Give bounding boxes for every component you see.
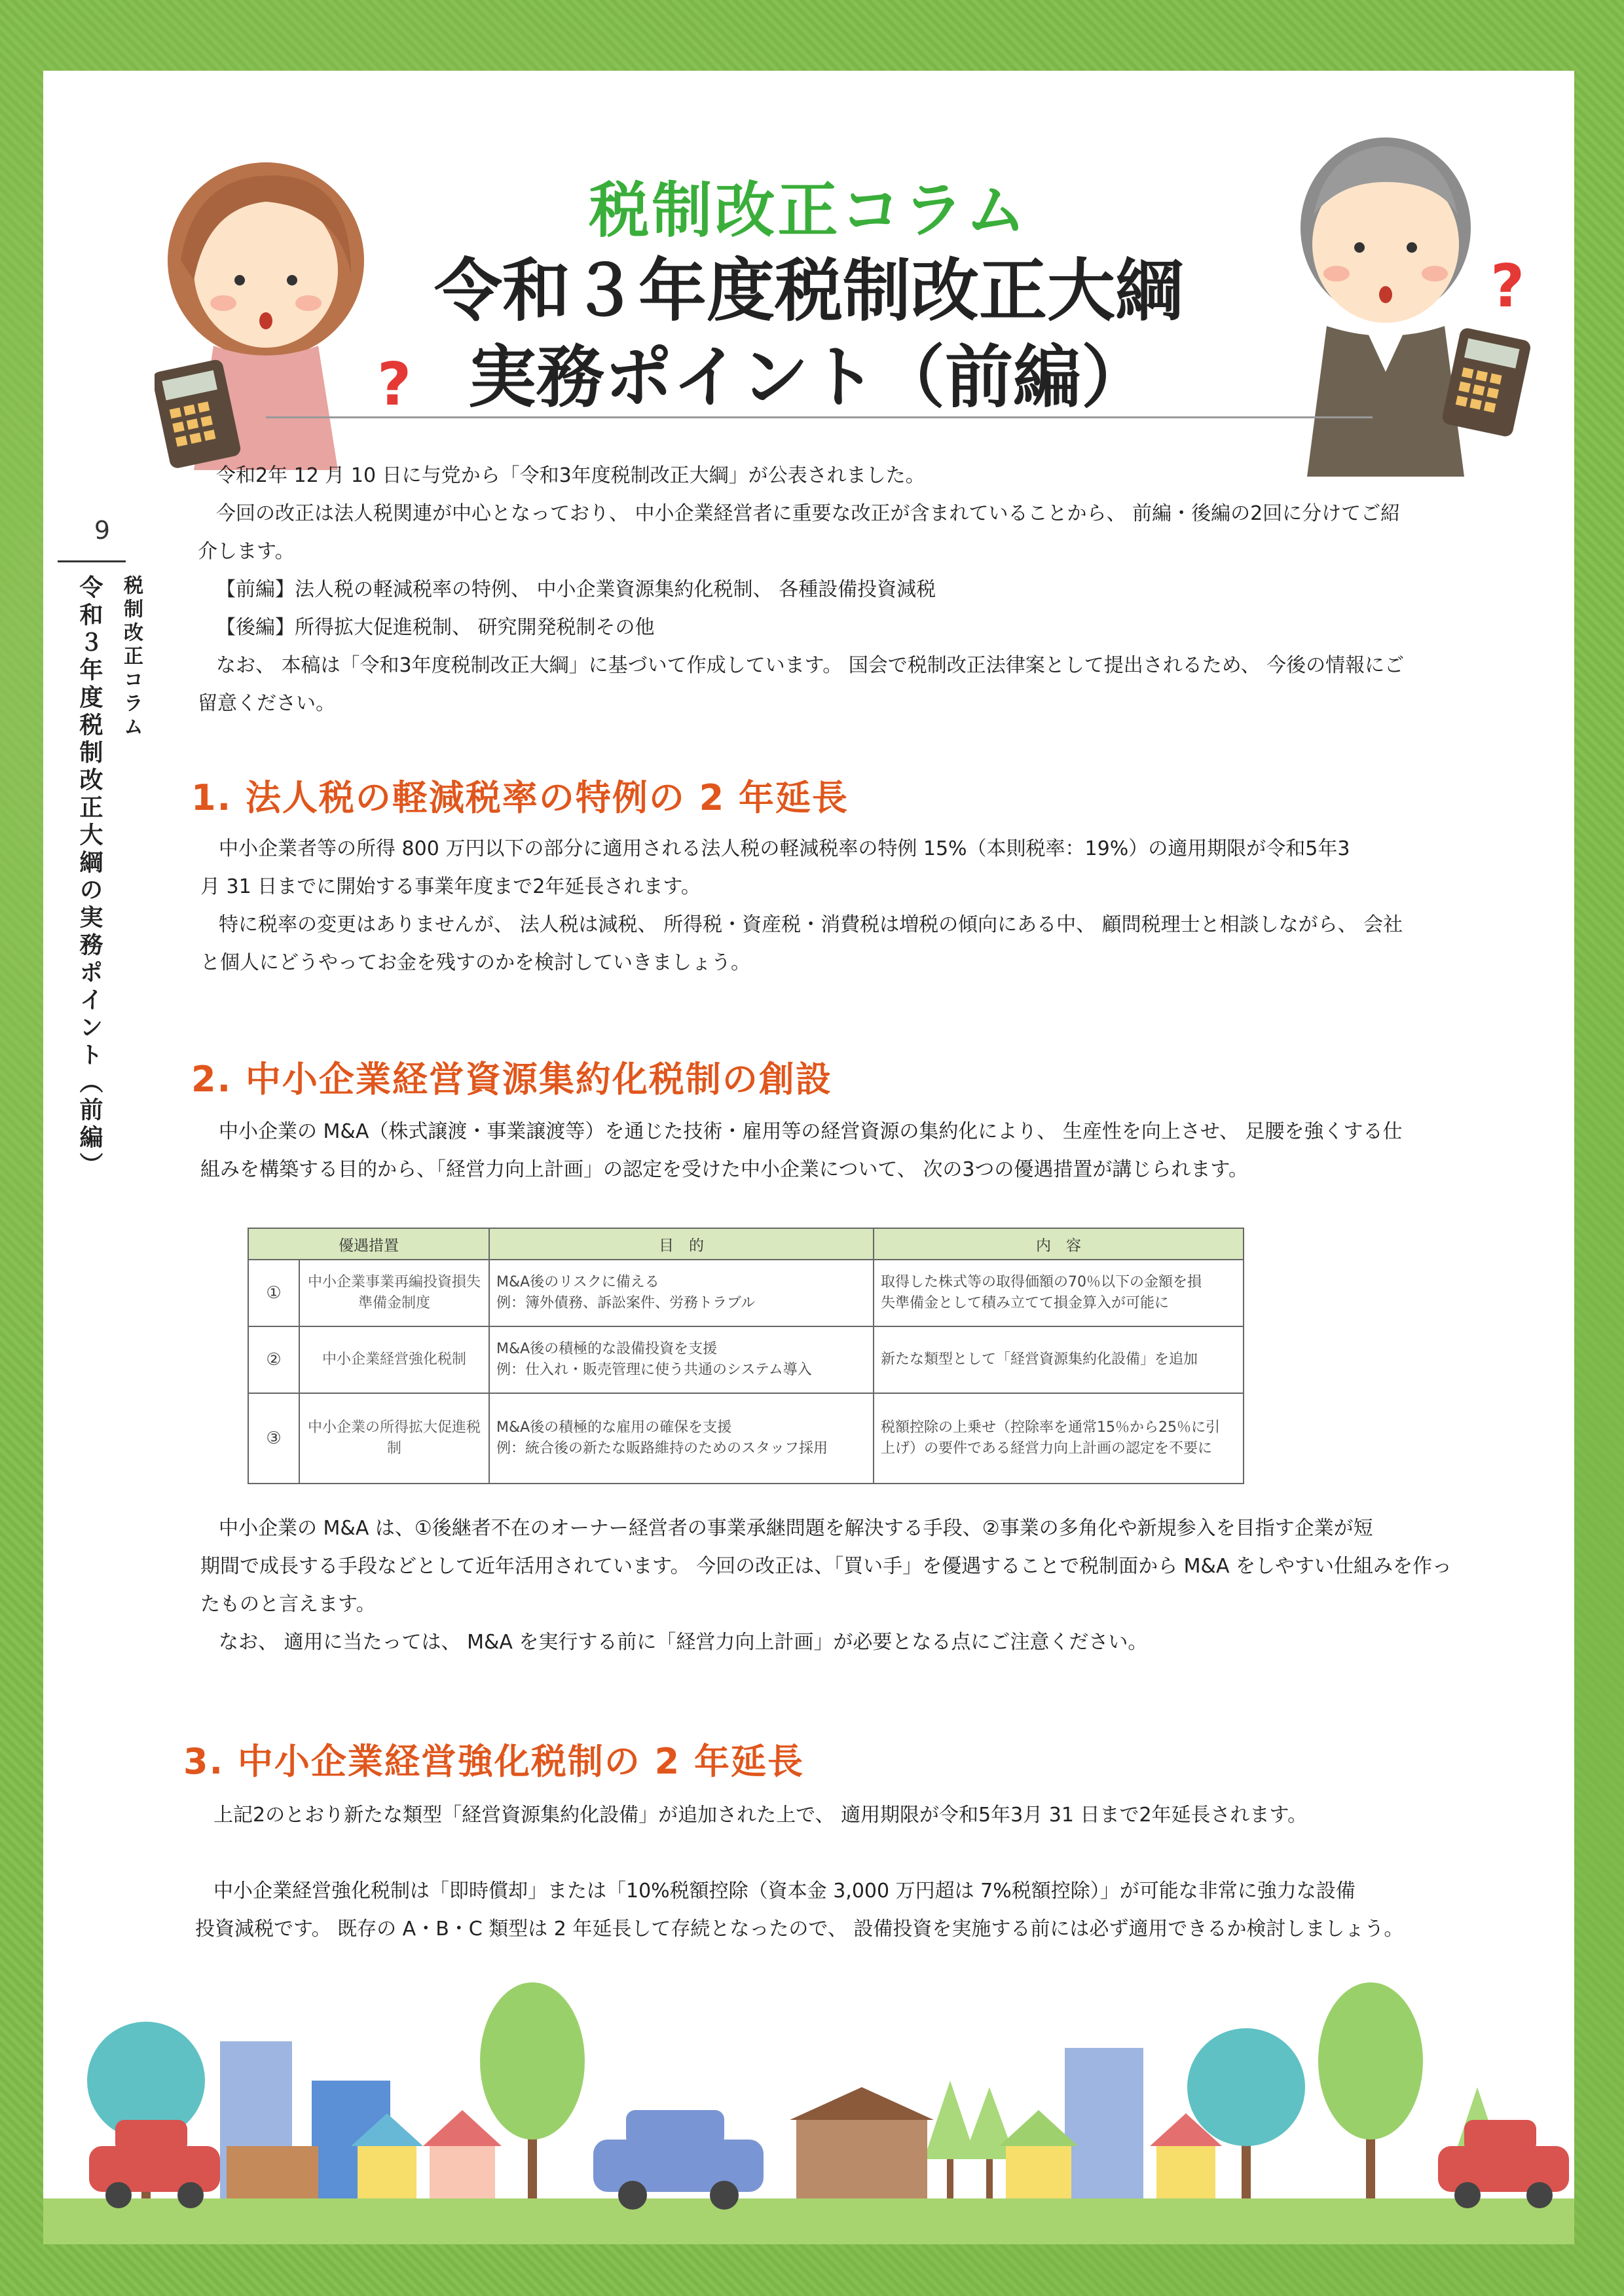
measure-content [874, 1326, 1244, 1393]
table-header: 優遇措置 [248, 1228, 489, 1260]
measure-purpose [489, 1260, 874, 1326]
row-number: ① [248, 1260, 299, 1326]
intro-line: 今回の改正は法人税関連が中心となっており、 中小企業経営者に重要な改正が含まれていることから、 前編・後編の2回に分けてご紹 [216, 502, 1401, 525]
measure-name: 中小企業の所得拡大促進税制 [299, 1393, 489, 1484]
intro-paragraph [198, 457, 1404, 723]
section-2-after-line: なお、 適用に当たっては、 M&A を実行する前に「経営力向上計画」が必要となる点にご注意ください。 [219, 1631, 1148, 1654]
measure-name: 中小企業事業再編投資損失準備金制度 [299, 1260, 489, 1326]
section-3-line: 上記2のとおり新たな類型「経営資源集約化設備」が追加された上で、 適用期限が令和5年3月 31 日まで2年延長されます。 [213, 1804, 1308, 1827]
purpose-line: M&A後の積極的な雇用の確保を支援 [496, 1419, 732, 1436]
row-number: ③ [248, 1393, 299, 1484]
section-2-heading: 2. 中小企業経営資源集約化税制の創設 [191, 1059, 832, 1100]
section-3-line: 中小企業経営強化税制は「即時償却」または「10%税額控除（資本金 3,000 万円超は 7%税額控除）」が可能な非常に強力な設備 [213, 1880, 1356, 1903]
table-row [248, 1260, 1244, 1326]
purpose-line: M&A後のリスクに備える [496, 1274, 659, 1290]
question-mark-icon: ? [377, 350, 412, 419]
intro-line: 令和2年 12 月 10 日に与党から「令和3年度税制改正大綱」が公表されました。 [216, 464, 925, 487]
table-row [248, 1326, 1244, 1393]
table-row [248, 1393, 1244, 1484]
section-1-heading: 1. 法人税の軽減税率の特例の 2 年延長 [191, 777, 849, 818]
section-3-line: 投資減税です。 既存の A・B・C 類型は 2 年延長して存続となったので、 設備投資を実施する前には必ず適用できるか検討しましょう。 [195, 1918, 1404, 1941]
column-category: 税制改正コラム [589, 175, 1029, 246]
page-title [43, 247, 1574, 420]
section-2-after-body [200, 1510, 1452, 1662]
section-3-heading: 3. 中小企業経営強化税制の 2 年延長 [183, 1741, 805, 1782]
townscape-illustration [43, 1950, 1574, 2244]
section-2-after-line: 期間で成長する手段などとして近年活用されています。 今回の改正は、「買い手」を優遇することで税制面から M&A をしやすい仕組みを作っ [200, 1555, 1452, 1578]
content-line: 新たな類型として「経営資源集約化設備」を追加 [881, 1351, 1198, 1368]
section-3-body [195, 1796, 1307, 1834]
table-header: 目 的 [489, 1228, 874, 1260]
section-1-line: と個人にどうやってお金を残すのかを検討していきましょう。 [200, 951, 750, 974]
measure-content [874, 1260, 1244, 1326]
section-2-body [200, 1113, 1403, 1189]
title-line-2: 実務ポイント（前編） [468, 337, 1149, 417]
purpose-line: 例：簿外債務、訴訟案件、労務トラブル [496, 1295, 756, 1311]
incentive-table [248, 1228, 1244, 1484]
purpose-line: M&A後の積極的な設備投資を支援 [496, 1341, 718, 1357]
content-line: 失準備金として積み立てて損金算入が可能に [881, 1295, 1170, 1311]
row-number: ② [248, 1326, 299, 1393]
section-1-body [200, 830, 1403, 982]
section-3-body-2 [195, 1872, 1403, 1948]
content-line: 取得した株式等の取得価額の70％以下の金額を損 [881, 1274, 1202, 1290]
section-2-line: 中小企業の M&A（株式譲渡・事業譲渡等）を通じた技術・雇用等の経営資源の集約化により、 生産性を向上させ、 足腰を強くする仕 [219, 1120, 1403, 1143]
intro-line: 留意ください。 [198, 692, 335, 715]
question-mark-icon: ? [1490, 252, 1525, 321]
running-title-text: 令和３年度税制改正大綱の実務ポイント（前編） [76, 575, 103, 1180]
purpose-line: 例：仕入れ・販売管理に使う共通のシステム導入 [496, 1362, 812, 1378]
section-1-line: 中小企業者等の所得 800 万円以下の部分に適用される法人税の軽減税率の特例 15%（本則税率：19%）の適用期限が令和5年3 [219, 837, 1350, 860]
measure-purpose [489, 1393, 874, 1484]
title-divider [266, 416, 1373, 418]
measure-purpose [489, 1326, 874, 1393]
intro-line: なお、 本稿は「令和3年度税制改正大綱」に基づいて作成しています。 国会で税制改正法律案として提出されるため、 今後の情報にご [216, 654, 1405, 677]
title-line-1: 令和３年度税制改正大綱 [434, 251, 1183, 331]
page-number-divider [58, 560, 126, 562]
intro-line: 【前編】法人税の軽減税率の特例、 中小企業資源集約化税制、 各種設備投資減税 [216, 578, 936, 601]
section-1-line: 特に税率の変更はありませんが、 法人税は減税、 所得税・資産税・消費税は増税の傾向にある中、 顧問税理士と相談しながら、 会社 [219, 913, 1403, 936]
section-2-after-line: たものと言えます。 [200, 1593, 376, 1616]
table-header: 内 容 [874, 1228, 1244, 1260]
running-title [68, 575, 152, 1180]
content-line: 税額控除の上乗せ（控除率を通常15％から25％に引 [881, 1419, 1220, 1436]
section-1-line: 月 31 日までに開始する事業年度まで2年延長されます。 [200, 875, 701, 898]
measure-name: 中小企業経営強化税制 [299, 1326, 489, 1393]
page [43, 71, 1574, 2244]
intro-line: 介します。 [198, 540, 295, 563]
section-2-after-line: 中小企業の M&A は、①後継者不在のオーナー経営者の事業承継問題を解決する手段、②事業の多角化や新規参入を目指す企業が短 [219, 1517, 1373, 1540]
content-line: 上げ）の要件である経営力向上計画の認定を不要に [881, 1440, 1213, 1457]
running-title-category: 税制改正コラム [120, 575, 143, 740]
page-number: 9 [94, 516, 111, 545]
intro-line: 【後編】所得拡大促進税制、 研究開発税制その他 [216, 616, 655, 639]
measure-content [874, 1393, 1244, 1484]
section-2-line: 組みを構築する目的から、「経営力向上計画」の認定を受けた中小企業について、 次の3つの優遇措置が講じられます。 [200, 1158, 1249, 1181]
purpose-line: 例：統合後の新たな販路維持のためのスタッフ採用 [496, 1440, 828, 1457]
